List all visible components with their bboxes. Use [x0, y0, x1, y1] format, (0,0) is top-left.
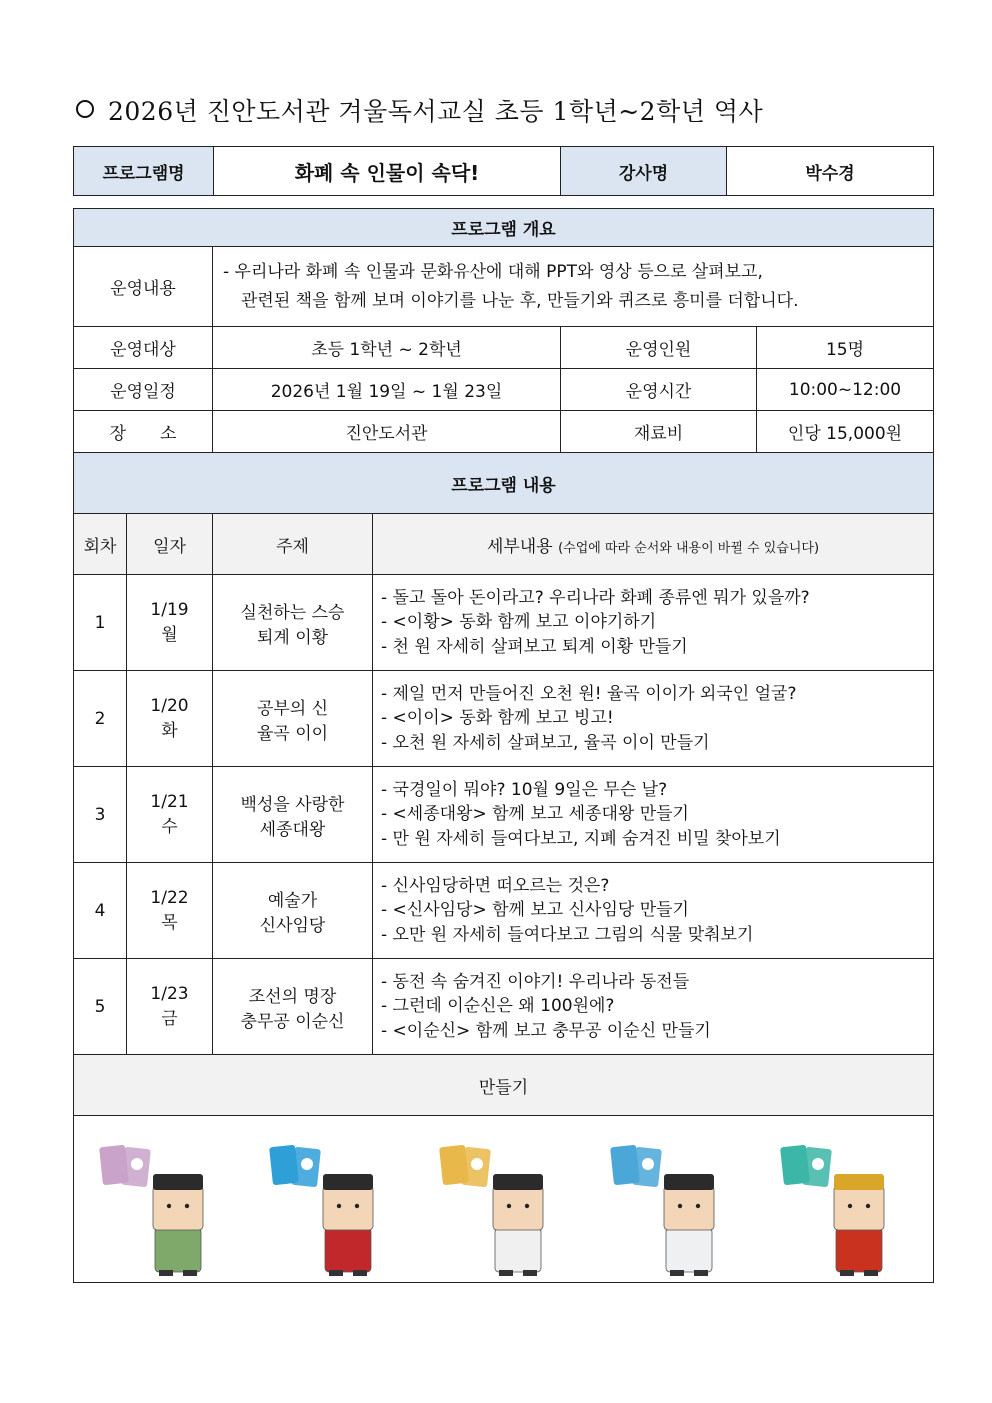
- program-header-table: [73, 146, 934, 196]
- topic-line: 율곡 이이: [256, 723, 329, 744]
- topic-line: 신사임당: [259, 915, 326, 936]
- session-no: 5: [74, 959, 127, 1055]
- session-detail: [373, 575, 934, 671]
- session-detail: [373, 671, 934, 767]
- instructor-value: 박수경: [727, 147, 934, 196]
- session-topic: [213, 767, 373, 863]
- topic-line: 실천하는 스승: [240, 602, 345, 623]
- detail-line: - 신사임당하면 떠오르는 것은?: [381, 875, 610, 896]
- table-row: [74, 863, 934, 959]
- figure-foot-icon: [159, 1270, 173, 1276]
- overview-heading: 프로그램 개요: [74, 209, 934, 247]
- figure-foot-icon: [183, 1270, 197, 1276]
- card-portrait-icon: [131, 1158, 143, 1170]
- figure-foot-icon: [499, 1270, 513, 1276]
- detail-line: - 오천 원 자세히 살펴보고, 율곡 이이 만들기: [381, 732, 710, 753]
- program-name-value: 화폐 속 인물이 속닥!: [214, 147, 561, 196]
- instructor-label: 강사명: [561, 147, 727, 196]
- content-line: - 우리나라 화폐 속 인물과 문화유산에 대해 PPT와 영상 등으로 살펴보고,: [223, 261, 763, 282]
- detail-line: - 돌고 돌아 돈이라고? 우리나라 화폐 종류엔 뭐가 있을까?: [381, 587, 810, 608]
- circle-bullet-icon: [76, 100, 94, 118]
- figure-foot-icon: [353, 1270, 367, 1276]
- day-text: 월: [161, 625, 178, 645]
- time-value: 10:00~12:00: [757, 369, 934, 411]
- session-no: 3: [74, 767, 127, 863]
- figure-head-icon: [664, 1186, 714, 1230]
- detail-line: - <이이> 동화 함께 보고 빙고!: [381, 708, 614, 729]
- figure-hat-icon: [153, 1174, 203, 1190]
- session-date: [127, 863, 213, 959]
- content-label: 운영내용: [74, 247, 213, 327]
- session-topic: [213, 863, 373, 959]
- craft-figure-image: [93, 1140, 233, 1282]
- figure-eye-icon: [355, 1204, 359, 1208]
- detail-line: - 제일 먼저 만들어진 오천 원! 율곡 이이가 외국인 얼굴?: [381, 683, 797, 704]
- figure-foot-icon: [694, 1270, 708, 1276]
- figure-eye-icon: [695, 1204, 699, 1208]
- title-text: 2026년 진안도서관 겨울독서교실 초등 1학년~2학년 역사: [108, 97, 764, 126]
- schedule-value: 2026년 1월 19일 ~ 1월 23일: [213, 369, 561, 411]
- session-detail: [373, 863, 934, 959]
- table-row: [74, 767, 934, 863]
- figure-body-icon: [325, 1228, 371, 1272]
- session-no: 4: [74, 863, 127, 959]
- schedule-label: 운영일정: [74, 369, 213, 411]
- place-value: 진안도서관: [213, 411, 561, 453]
- crafts-heading: 만들기: [74, 1055, 934, 1116]
- session-date: [127, 671, 213, 767]
- session-date: [127, 575, 213, 671]
- figure-eye-icon: [848, 1204, 852, 1208]
- day-text: 화: [161, 721, 178, 741]
- date-text: 1/19: [150, 600, 189, 620]
- session-date: [127, 959, 213, 1055]
- figure-foot-icon: [864, 1270, 878, 1276]
- detail-line: - 천 원 자세히 살펴보고 퇴계 이황 만들기: [381, 636, 688, 657]
- detail-line: - <이순신> 함께 보고 충무공 이순신 만들기: [381, 1020, 711, 1041]
- figure-hat-icon: [493, 1174, 543, 1190]
- craft-figure-image: [774, 1140, 914, 1282]
- session-no: 2: [74, 671, 127, 767]
- content-description: [213, 247, 934, 327]
- time-label: 운영시간: [561, 369, 757, 411]
- topic-line: 예술가: [267, 890, 318, 911]
- figure-foot-icon: [329, 1270, 343, 1276]
- detail-line: - <신사임당> 함께 보고 신사임당 만들기: [381, 900, 689, 921]
- session-no: 1: [74, 575, 127, 671]
- topic-line: 퇴계 이황: [256, 627, 329, 648]
- topic-line: 백성을 사랑한: [240, 794, 345, 815]
- figure-eye-icon: [507, 1204, 511, 1208]
- detail-line: - 오만 원 자세히 들여다보고 그림의 식물 맞춰보기: [381, 924, 754, 945]
- day-text: 수: [161, 817, 178, 837]
- table-row: [74, 959, 934, 1055]
- figure-foot-icon: [670, 1270, 684, 1276]
- date-text: 1/22: [150, 888, 189, 908]
- content-heading: 프로그램 내용: [74, 453, 934, 514]
- detail-line: - <이황> 동화 함께 보고 이야기하기: [381, 612, 657, 633]
- topic-line: 공부의 신: [256, 698, 329, 719]
- figure-body-icon: [155, 1228, 201, 1272]
- detail-line: - 그런데 이순신은 왜 100원에?: [381, 996, 615, 1017]
- figure-head-icon: [834, 1186, 884, 1230]
- figure-eye-icon: [525, 1204, 529, 1208]
- col-session: 회차: [74, 514, 127, 575]
- figure-body-icon: [666, 1228, 712, 1272]
- col-detail-title: 세부내용: [486, 536, 553, 557]
- count-label: 운영인원: [561, 327, 757, 369]
- day-text: 금: [161, 1009, 178, 1029]
- card-portrait-icon: [471, 1158, 483, 1170]
- date-text: 1/21: [150, 792, 189, 812]
- program-name-label: 프로그램명: [74, 147, 214, 196]
- figure-head-icon: [493, 1186, 543, 1230]
- craft-figure-image: [263, 1140, 403, 1282]
- date-text: 1/20: [150, 696, 189, 716]
- figure-eye-icon: [866, 1204, 870, 1208]
- count-value: 15명: [757, 327, 934, 369]
- col-topic: 주제: [213, 514, 373, 575]
- figure-eye-icon: [677, 1204, 681, 1208]
- detail-line: - 동전 속 숨겨진 이야기! 우리나라 동전들: [381, 971, 690, 992]
- fee-value: 인당 15,000원: [757, 411, 934, 453]
- date-text: 1/23: [150, 984, 189, 1004]
- card-portrait-icon: [642, 1158, 654, 1170]
- figure-body-icon: [836, 1228, 882, 1272]
- session-topic: [213, 959, 373, 1055]
- figure-eye-icon: [167, 1204, 171, 1208]
- craft-figure-row: [74, 1116, 933, 1282]
- col-date: 일자: [127, 514, 213, 575]
- detail-line: - 국경일이 뭐야? 10월 9일은 무슨 날?: [381, 779, 668, 800]
- fee-label: 재료비: [561, 411, 757, 453]
- figure-foot-icon: [523, 1270, 537, 1276]
- col-detail: [373, 514, 934, 575]
- topic-line: 조선의 명장: [248, 986, 337, 1007]
- crafts-images: [74, 1116, 934, 1283]
- topic-line: 충무공 이순신: [240, 1011, 345, 1032]
- table-row: [74, 671, 934, 767]
- figure-foot-icon: [840, 1270, 854, 1276]
- table-row: [74, 575, 934, 671]
- session-topic: [213, 575, 373, 671]
- figure-body-icon: [495, 1228, 541, 1272]
- target-label: 운영대상: [74, 327, 213, 369]
- figure-head-icon: [153, 1186, 203, 1230]
- session-detail: [373, 767, 934, 863]
- detail-line: - 만 원 자세히 들여다보고, 지폐 숨겨진 비밀 찾아보기: [381, 828, 781, 849]
- topic-line: 세종대왕: [259, 819, 326, 840]
- figure-eye-icon: [337, 1204, 341, 1208]
- figure-hat-icon: [323, 1174, 373, 1190]
- col-detail-note: (수업에 따라 순서와 내용이 바뀔 수 있습니다): [558, 540, 820, 556]
- place-label: 장 소: [74, 411, 213, 453]
- session-topic: [213, 671, 373, 767]
- detail-line: - <세종대왕> 함께 보고 세종대왕 만들기: [381, 804, 689, 825]
- session-date: [127, 767, 213, 863]
- target-value: 초등 1학년 ~ 2학년: [213, 327, 561, 369]
- figure-hat-icon: [834, 1174, 884, 1190]
- page-title: [76, 92, 763, 128]
- content-line: 관련된 책을 함께 보며 이야기를 나눈 후, 만들기와 퀴즈로 흥미를 더합니다.: [241, 290, 799, 311]
- craft-figure-image: [604, 1140, 744, 1282]
- figure-hat-icon: [664, 1174, 714, 1190]
- card-portrait-icon: [301, 1158, 313, 1170]
- card-portrait-icon: [812, 1158, 824, 1170]
- session-detail: [373, 959, 934, 1055]
- day-text: 목: [161, 913, 178, 933]
- figure-eye-icon: [185, 1204, 189, 1208]
- figure-head-icon: [323, 1186, 373, 1230]
- program-detail-table: [73, 208, 934, 1283]
- craft-figure-image: [433, 1140, 573, 1282]
